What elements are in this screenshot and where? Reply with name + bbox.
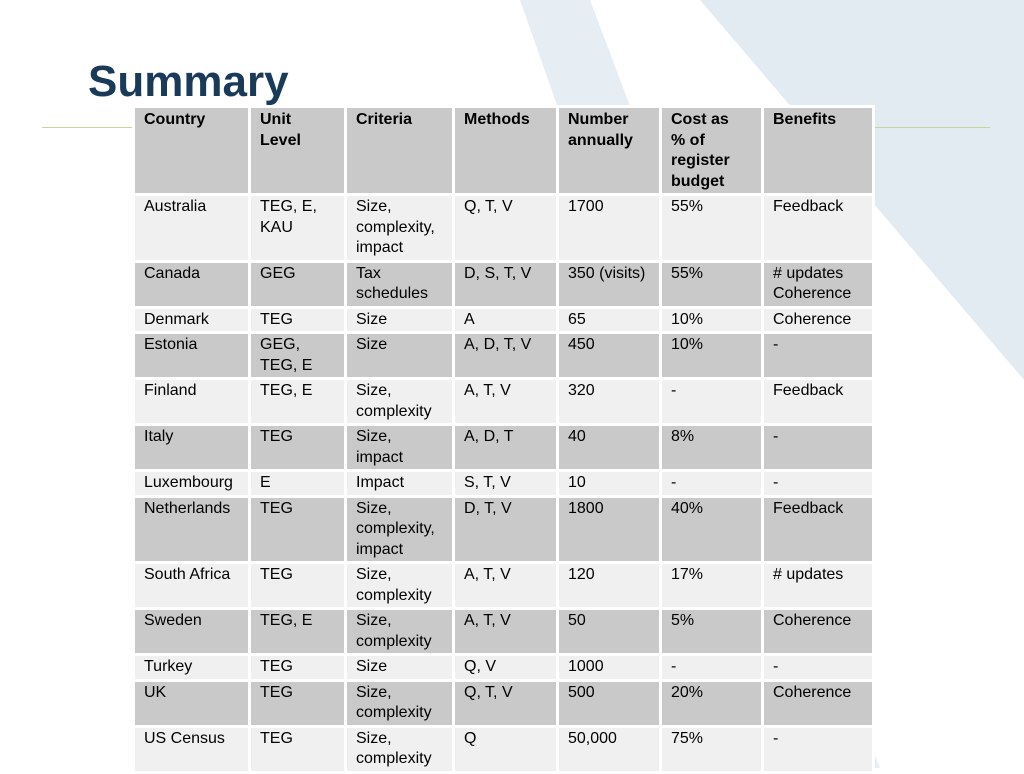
- table-row: [134, 471, 874, 497]
- header-unit-level: Unit Level: [250, 107, 346, 195]
- cell-methods: Q, T, V: [454, 680, 558, 726]
- table-row: [134, 379, 874, 425]
- table-row: [134, 563, 874, 609]
- cell-cost: 10%: [661, 307, 763, 333]
- cell-methods: A, T, V: [454, 379, 558, 425]
- table-header-row: [134, 107, 874, 195]
- cell-methods: A, T, V: [454, 563, 558, 609]
- cell-country: Finland: [134, 379, 250, 425]
- cell-country: Italy: [134, 425, 250, 471]
- header-number-annually: Number annually: [558, 107, 661, 195]
- cell-benefits: Coherence: [763, 307, 874, 333]
- cell-number-annually: 450: [558, 333, 661, 379]
- cell-cost: 55%: [661, 195, 763, 262]
- cell-number-annually: 65: [558, 307, 661, 333]
- cell-country: Turkey: [134, 655, 250, 681]
- cell-criteria: Size, complexity, impact: [346, 496, 454, 563]
- cell-criteria: Size, complexity: [346, 680, 454, 726]
- cell-unit-level: TEG: [250, 726, 346, 772]
- cell-benefits: Feedback: [763, 496, 874, 563]
- cell-number-annually: 320: [558, 379, 661, 425]
- cell-criteria: Size, complexity: [346, 379, 454, 425]
- cell-unit-level: TEG, E, KAU: [250, 195, 346, 262]
- cell-methods: A, D, T: [454, 425, 558, 471]
- cell-criteria: Size, complexity: [346, 726, 454, 772]
- cell-number-annually: 10: [558, 471, 661, 497]
- cell-methods: A, T, V: [454, 609, 558, 655]
- cell-cost: 40%: [661, 496, 763, 563]
- cell-number-annually: 1800: [558, 496, 661, 563]
- cell-criteria: Size: [346, 655, 454, 681]
- table-row: [134, 195, 874, 262]
- cell-country: Australia: [134, 195, 250, 262]
- cell-unit-level: GEG: [250, 261, 346, 307]
- cell-benefits: -: [763, 333, 874, 379]
- cell-criteria: Size: [346, 307, 454, 333]
- cell-methods: A, D, T, V: [454, 333, 558, 379]
- summary-table: [132, 105, 875, 774]
- cell-methods: Q, V: [454, 655, 558, 681]
- table-row: [134, 307, 874, 333]
- cell-methods: D, T, V: [454, 496, 558, 563]
- cell-number-annually: 40: [558, 425, 661, 471]
- header-benefits: Benefits: [763, 107, 874, 195]
- cell-cost: 20%: [661, 680, 763, 726]
- cell-benefits: # updates Coherence: [763, 261, 874, 307]
- cell-methods: Q, T, V: [454, 195, 558, 262]
- slide-title: Summary: [88, 57, 289, 106]
- cell-cost: 75%: [661, 726, 763, 772]
- cell-cost: 55%: [661, 261, 763, 307]
- cell-country: UK: [134, 680, 250, 726]
- cell-benefits: -: [763, 471, 874, 497]
- cell-cost: 10%: [661, 333, 763, 379]
- cell-number-annually: 1000: [558, 655, 661, 681]
- cell-criteria: Size: [346, 333, 454, 379]
- cell-unit-level: TEG: [250, 680, 346, 726]
- cell-benefits: Feedback: [763, 379, 874, 425]
- cell-number-annually: 1700: [558, 195, 661, 262]
- cell-unit-level: TEG, E: [250, 609, 346, 655]
- cell-methods: A: [454, 307, 558, 333]
- cell-unit-level: GEG, TEG, E: [250, 333, 346, 379]
- cell-number-annually: 50: [558, 609, 661, 655]
- cell-country: Denmark: [134, 307, 250, 333]
- cell-number-annually: 350 (visits): [558, 261, 661, 307]
- cell-number-annually: 500: [558, 680, 661, 726]
- table-row: [134, 609, 874, 655]
- table-row: [134, 726, 874, 772]
- cell-cost: -: [661, 471, 763, 497]
- cell-unit-level: TEG: [250, 563, 346, 609]
- table-row: [134, 496, 874, 563]
- cell-cost: -: [661, 655, 763, 681]
- cell-unit-level: TEG: [250, 655, 346, 681]
- cell-methods: D, S, T, V: [454, 261, 558, 307]
- cell-benefits: -: [763, 655, 874, 681]
- cell-cost: -: [661, 379, 763, 425]
- cell-criteria: Size, complexity: [346, 609, 454, 655]
- cell-benefits: -: [763, 425, 874, 471]
- cell-methods: Q: [454, 726, 558, 772]
- cell-criteria: Size, complexity: [346, 563, 454, 609]
- table-body: [134, 195, 874, 773]
- cell-country: Netherlands: [134, 496, 250, 563]
- header-country: Country: [134, 107, 250, 195]
- cell-country: Sweden: [134, 609, 250, 655]
- cell-criteria: Impact: [346, 471, 454, 497]
- cell-criteria: Size, complexity, impact: [346, 195, 454, 262]
- cell-benefits: Coherence: [763, 680, 874, 726]
- cell-number-annually: 120: [558, 563, 661, 609]
- cell-number-annually: 50,000: [558, 726, 661, 772]
- table-row: [134, 655, 874, 681]
- cell-criteria: Tax schedules: [346, 261, 454, 307]
- cell-cost: 8%: [661, 425, 763, 471]
- header-criteria: Criteria: [346, 107, 454, 195]
- header-cost: Cost as % of register budget: [661, 107, 763, 195]
- table-row: [134, 425, 874, 471]
- cell-criteria: Size, impact: [346, 425, 454, 471]
- header-methods: Methods: [454, 107, 558, 195]
- cell-benefits: Feedback: [763, 195, 874, 262]
- cell-unit-level: TEG: [250, 496, 346, 563]
- cell-methods: S, T, V: [454, 471, 558, 497]
- cell-benefits: -: [763, 726, 874, 772]
- cell-country: Luxembourg: [134, 471, 250, 497]
- cell-unit-level: TEG: [250, 307, 346, 333]
- cell-cost: 5%: [661, 609, 763, 655]
- cell-country: South Africa: [134, 563, 250, 609]
- cell-unit-level: TEG, E: [250, 379, 346, 425]
- table-row: [134, 261, 874, 307]
- cell-benefits: Coherence: [763, 609, 874, 655]
- table-row: [134, 680, 874, 726]
- cell-unit-level: TEG: [250, 425, 346, 471]
- cell-country: Estonia: [134, 333, 250, 379]
- cell-country: US Census: [134, 726, 250, 772]
- cell-country: Canada: [134, 261, 250, 307]
- cell-unit-level: E: [250, 471, 346, 497]
- cell-cost: 17%: [661, 563, 763, 609]
- table-row: [134, 333, 874, 379]
- cell-benefits: # updates: [763, 563, 874, 609]
